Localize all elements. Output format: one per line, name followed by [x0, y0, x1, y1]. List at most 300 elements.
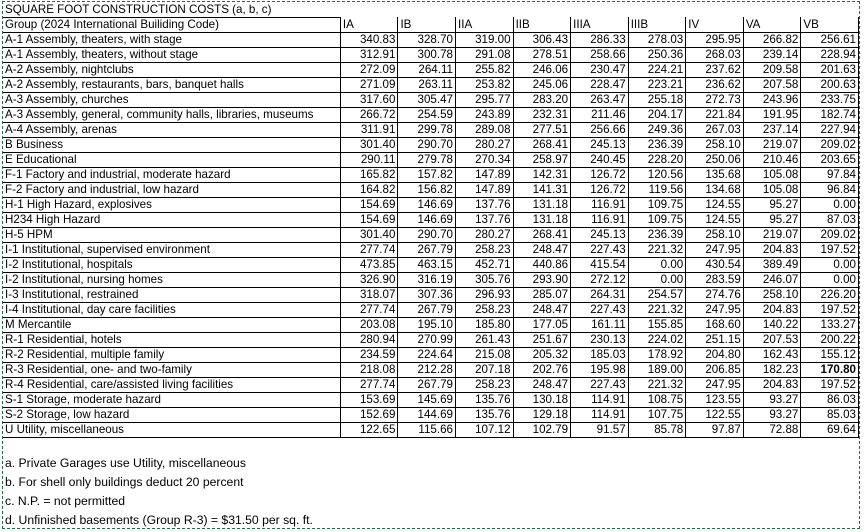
- cost-cell[interactable]: 316.19: [398, 272, 456, 287]
- cost-cell[interactable]: 318.07: [340, 287, 398, 302]
- cost-cell[interactable]: 105.08: [743, 182, 801, 197]
- row-group-label[interactable]: A-1 Assembly, theaters, without stage: [3, 47, 340, 62]
- cost-cell[interactable]: 105.08: [743, 167, 801, 182]
- cost-cell[interactable]: 236.39: [628, 137, 686, 152]
- cost-cell[interactable]: 230.13: [571, 332, 629, 347]
- cost-cell[interactable]: 261.43: [456, 332, 514, 347]
- cost-cell[interactable]: 165.82: [340, 167, 398, 182]
- cost-cell[interactable]: 254.59: [398, 107, 456, 122]
- cost-cell[interactable]: 131.18: [513, 197, 571, 212]
- row-group-label[interactable]: A-2 Assembly, nightclubs: [3, 62, 340, 77]
- cost-cell[interactable]: 207.58: [743, 77, 801, 92]
- row-group-label[interactable]: A-1 Assembly, theaters, with stage: [3, 32, 340, 47]
- cost-cell[interactable]: 227.43: [571, 377, 629, 392]
- cost-cell[interactable]: 290.70: [398, 137, 456, 152]
- cost-cell[interactable]: 280.27: [456, 227, 514, 242]
- cost-cell[interactable]: 221.84: [686, 107, 744, 122]
- cost-cell[interactable]: 311.91: [340, 122, 398, 137]
- cost-cell[interactable]: 212.28: [398, 362, 456, 377]
- cost-cell[interactable]: 155.12: [801, 347, 859, 362]
- cost-cell[interactable]: 230.47: [571, 62, 629, 77]
- row-group-label[interactable]: I-3 Institutional, restrained: [3, 287, 340, 302]
- cost-cell[interactable]: 283.20: [513, 92, 571, 107]
- cost-cell[interactable]: 224.02: [628, 332, 686, 347]
- cost-cell[interactable]: 278.03: [628, 32, 686, 47]
- cost-cell[interactable]: 237.62: [686, 62, 744, 77]
- cost-cell[interactable]: 255.82: [456, 62, 514, 77]
- cost-cell[interactable]: 245.13: [571, 227, 629, 242]
- cost-cell[interactable]: 200.22: [801, 332, 859, 347]
- cost-cell[interactable]: 289.08: [456, 122, 514, 137]
- cost-cell[interactable]: 204.80: [686, 347, 744, 362]
- cost-cell[interactable]: 245.13: [571, 137, 629, 152]
- cost-cell[interactable]: 204.83: [743, 242, 801, 257]
- cost-cell[interactable]: 306.43: [513, 32, 571, 47]
- cost-cell[interactable]: 206.85: [686, 362, 744, 377]
- cost-cell[interactable]: 301.40: [340, 227, 398, 242]
- cost-cell[interactable]: 93.27: [743, 407, 801, 422]
- cost-cell[interactable]: 85.78: [628, 422, 686, 437]
- cost-cell[interactable]: 301.40: [340, 137, 398, 152]
- cost-cell[interactable]: 201.63: [801, 62, 859, 77]
- cost-cell[interactable]: 134.68: [686, 182, 744, 197]
- cost-cell[interactable]: 250.06: [686, 152, 744, 167]
- cost-cell[interactable]: 182.23: [743, 362, 801, 377]
- cost-cell[interactable]: 123.55: [686, 392, 744, 407]
- cost-cell[interactable]: 266.82: [743, 32, 801, 47]
- row-group-label[interactable]: A-4 Assembly, arenas: [3, 122, 340, 137]
- cost-cell[interactable]: 277.74: [340, 377, 398, 392]
- cost-cell[interactable]: 152.69: [340, 407, 398, 422]
- table-row: [3, 302, 859, 317]
- cost-cell[interactable]: 108.75: [628, 392, 686, 407]
- cost-cell[interactable]: 258.10: [743, 287, 801, 302]
- table-row: [3, 167, 859, 182]
- cost-cell[interactable]: 227.43: [571, 302, 629, 317]
- cost-cell[interactable]: 296.93: [456, 287, 514, 302]
- cost-cell[interactable]: 115.66: [398, 422, 456, 437]
- cost-cell[interactable]: 264.31: [571, 287, 629, 302]
- cost-cell[interactable]: 328.70: [398, 32, 456, 47]
- cost-cell[interactable]: 232.31: [513, 107, 571, 122]
- cost-cell[interactable]: 96.84: [801, 182, 859, 197]
- header-col-iiia[interactable]: IIIA: [571, 17, 629, 32]
- header-col-iv[interactable]: IV: [686, 17, 744, 32]
- table-title[interactable]: SQUARE FOOT CONSTRUCTION COSTS (a, b, c): [3, 2, 340, 17]
- row-group-label[interactable]: F-2 Factory and industrial, low hazard: [3, 182, 340, 197]
- cost-cell[interactable]: 245.06: [513, 77, 571, 92]
- cost-cell[interactable]: 267.79: [398, 302, 456, 317]
- cost-cell[interactable]: 141.31: [513, 182, 571, 197]
- cost-cell[interactable]: 250.36: [628, 47, 686, 62]
- cost-cell[interactable]: 146.69: [398, 212, 456, 227]
- cost-cell[interactable]: 255.18: [628, 92, 686, 107]
- cost-cell[interactable]: 266.72: [340, 107, 398, 122]
- cost-cell[interactable]: 131.18: [513, 212, 571, 227]
- cost-cell[interactable]: 258.97: [513, 152, 571, 167]
- cost-cell[interactable]: 249.36: [628, 122, 686, 137]
- cost-cell[interactable]: 200.63: [801, 77, 859, 92]
- row-group-label[interactable]: S-2 Storage, low hazard: [3, 407, 340, 422]
- cost-cell[interactable]: 267.79: [398, 377, 456, 392]
- cost-cell[interactable]: 197.52: [801, 377, 859, 392]
- header-col-ib[interactable]: IB: [398, 17, 456, 32]
- cost-cell[interactable]: 248.47: [513, 377, 571, 392]
- cost-cell[interactable]: 154.69: [340, 212, 398, 227]
- cost-cell[interactable]: 207.53: [743, 332, 801, 347]
- cost-cell[interactable]: 135.76: [456, 407, 514, 422]
- cost-cell[interactable]: 285.07: [513, 287, 571, 302]
- row-group-label[interactable]: I-2 Institutional, nursing homes: [3, 272, 340, 287]
- cost-cell[interactable]: 258.23: [456, 377, 514, 392]
- cost-cell[interactable]: 237.14: [743, 122, 801, 137]
- cost-cell[interactable]: 271.09: [340, 77, 398, 92]
- cost-cell[interactable]: 247.95: [686, 302, 744, 317]
- table-row: [3, 242, 859, 257]
- row-group-label[interactable]: A-2 Assembly, restaurants, bars, banquet halls: [3, 77, 340, 92]
- row-group-label[interactable]: I-4 Institutional, day care facilities: [3, 302, 340, 317]
- cost-cell[interactable]: 178.92: [628, 347, 686, 362]
- header-col-iiib[interactable]: IIIB: [628, 17, 686, 32]
- row-group-label[interactable]: R-3 Residential, one- and two-family: [3, 362, 340, 377]
- row-group-label[interactable]: A-3 Assembly, general, community halls, libraries, museums: [3, 107, 340, 122]
- cost-cell[interactable]: 170.80: [801, 362, 859, 377]
- cost-cell[interactable]: 267.03: [686, 122, 744, 137]
- cost-cell[interactable]: 107.75: [628, 407, 686, 422]
- cost-table: [3, 2, 859, 438]
- cost-cell[interactable]: 153.69: [340, 392, 398, 407]
- cost-cell[interactable]: 0.00: [801, 257, 859, 272]
- cost-cell[interactable]: 277.74: [340, 242, 398, 257]
- row-group-label[interactable]: F-1 Factory and industrial, moderate hazard: [3, 167, 340, 182]
- cost-cell[interactable]: 161.11: [571, 317, 629, 332]
- cost-cell[interactable]: 156.82: [398, 182, 456, 197]
- cost-cell[interactable]: 326.90: [340, 272, 398, 287]
- cost-cell[interactable]: 126.72: [571, 167, 629, 182]
- row-group-label[interactable]: R-2 Residential, multiple family: [3, 347, 340, 362]
- header-group[interactable]: Group (2024 International Builiding Code): [3, 17, 340, 32]
- cost-cell[interactable]: 295.95: [686, 32, 744, 47]
- cost-cell[interactable]: 246.06: [513, 62, 571, 77]
- cost-cell[interactable]: 272.12: [571, 272, 629, 287]
- cost-cell[interactable]: 274.76: [686, 287, 744, 302]
- cost-cell[interactable]: 258.10: [686, 137, 744, 152]
- cost-cell[interactable]: 234.59: [340, 347, 398, 362]
- row-group-label[interactable]: R-4 Residential, care/assisted living facilities: [3, 377, 340, 392]
- cost-cell[interactable]: 243.89: [456, 107, 514, 122]
- table-row: [3, 287, 859, 302]
- cost-cell[interactable]: 223.21: [628, 77, 686, 92]
- cost-cell[interactable]: 243.96: [743, 92, 801, 107]
- cost-cell[interactable]: 293.90: [513, 272, 571, 287]
- cost-cell[interactable]: 256.61: [801, 32, 859, 47]
- cost-cell[interactable]: 129.18: [513, 407, 571, 422]
- row-group-label[interactable]: U Utility, miscellaneous: [3, 422, 340, 437]
- cost-cell[interactable]: 137.76: [456, 212, 514, 227]
- cost-cell[interactable]: 305.76: [456, 272, 514, 287]
- cost-cell[interactable]: 144.69: [398, 407, 456, 422]
- row-group-label[interactable]: H234 High Hazard: [3, 212, 340, 227]
- cost-cell[interactable]: 195.10: [398, 317, 456, 332]
- cost-cell[interactable]: 203.08: [340, 317, 398, 332]
- cost-cell[interactable]: 221.32: [628, 302, 686, 317]
- cost-cell[interactable]: 283.59: [686, 272, 744, 287]
- cost-cell[interactable]: 280.94: [340, 332, 398, 347]
- cost-cell[interactable]: 91.57: [571, 422, 629, 437]
- header-row: [3, 17, 859, 32]
- cost-cell[interactable]: 116.91: [571, 197, 629, 212]
- cost-cell[interactable]: 389.49: [743, 257, 801, 272]
- cost-cell[interactable]: 268.41: [513, 137, 571, 152]
- cost-cell[interactable]: 157.82: [398, 167, 456, 182]
- cost-cell[interactable]: 102.79: [513, 422, 571, 437]
- cost-cell[interactable]: 268.41: [513, 227, 571, 242]
- cost-cell[interactable]: 114.91: [571, 392, 629, 407]
- cost-cell[interactable]: 254.57: [628, 287, 686, 302]
- cost-cell[interactable]: 202.76: [513, 362, 571, 377]
- cost-cell[interactable]: 135.68: [686, 167, 744, 182]
- cost-cell[interactable]: 246.07: [743, 272, 801, 287]
- cost-cell[interactable]: 258.23: [456, 242, 514, 257]
- cost-cell[interactable]: 0.00: [628, 272, 686, 287]
- cost-cell[interactable]: 227.43: [571, 242, 629, 257]
- row-group-label[interactable]: B Business: [3, 137, 340, 152]
- table-row: [3, 377, 859, 392]
- cost-cell[interactable]: 247.95: [686, 377, 744, 392]
- cost-cell[interactable]: 263.11: [398, 77, 456, 92]
- header-col-ia[interactable]: IA: [340, 17, 398, 32]
- table-row: [3, 197, 859, 212]
- cost-cell[interactable]: 300.78: [398, 47, 456, 62]
- cost-cell[interactable]: 340.83: [340, 32, 398, 47]
- row-group-label[interactable]: H-1 High Hazard, explosives: [3, 197, 340, 212]
- cost-cell[interactable]: 215.08: [456, 347, 514, 362]
- cost-cell[interactable]: 290.70: [398, 227, 456, 242]
- cost-cell[interactable]: 122.55: [686, 407, 744, 422]
- cost-cell[interactable]: 72.88: [743, 422, 801, 437]
- cost-cell[interactable]: 305.47: [398, 92, 456, 107]
- header-col-iia[interactable]: IIA: [456, 17, 514, 32]
- cost-cell[interactable]: 224.64: [398, 347, 456, 362]
- cost-cell[interactable]: 224.21: [628, 62, 686, 77]
- footnotes: [3, 454, 859, 530]
- cost-cell[interactable]: 97.87: [686, 422, 744, 437]
- cost-cell[interactable]: 291.08: [456, 47, 514, 62]
- cost-cell[interactable]: 258.66: [571, 47, 629, 62]
- header-col-iib[interactable]: IIB: [513, 17, 571, 32]
- footnote[interactable]: c. N.P. = not permitted: [5, 494, 126, 508]
- cost-cell[interactable]: 219.07: [743, 227, 801, 242]
- cost-cell[interactable]: 147.89: [456, 167, 514, 182]
- cost-cell[interactable]: 162.43: [743, 347, 801, 362]
- cost-cell[interactable]: 253.82: [456, 77, 514, 92]
- cost-cell[interactable]: 299.78: [398, 122, 456, 137]
- cost-cell[interactable]: 95.27: [743, 212, 801, 227]
- cost-cell[interactable]: 430.54: [686, 257, 744, 272]
- cost-cell[interactable]: 263.47: [571, 92, 629, 107]
- cost-cell[interactable]: 122.65: [340, 422, 398, 437]
- cost-cell[interactable]: 145.69: [398, 392, 456, 407]
- cost-cell[interactable]: 319.00: [456, 32, 514, 47]
- cost-cell[interactable]: 154.69: [340, 197, 398, 212]
- cost-cell[interactable]: 233.75: [801, 92, 859, 107]
- cost-cell[interactable]: 95.27: [743, 197, 801, 212]
- footnote[interactable]: b. For shell only buildings deduct 20 percent: [5, 475, 244, 489]
- cost-cell[interactable]: 228.94: [801, 47, 859, 62]
- cost-cell[interactable]: 205.32: [513, 347, 571, 362]
- row-group-label[interactable]: R-1 Residential, hotels: [3, 332, 340, 347]
- footnote[interactable]: d. Unfinished basements (Group R-3) = $31.50 per sq. ft.: [5, 513, 313, 527]
- cost-cell[interactable]: 177.05: [513, 317, 571, 332]
- cost-cell[interactable]: 146.69: [398, 197, 456, 212]
- cost-cell[interactable]: 240.45: [571, 152, 629, 167]
- cost-cell[interactable]: 440.86: [513, 257, 571, 272]
- cost-cell[interactable]: 277.74: [340, 302, 398, 317]
- cost-cell[interactable]: 182.74: [801, 107, 859, 122]
- cost-cell[interactable]: 228.20: [628, 152, 686, 167]
- cost-cell[interactable]: 109.75: [628, 197, 686, 212]
- cost-cell[interactable]: 270.34: [456, 152, 514, 167]
- cost-cell[interactable]: 189.00: [628, 362, 686, 377]
- cost-cell[interactable]: 191.95: [743, 107, 801, 122]
- row-group-label[interactable]: I-2 Institutional, hospitals: [3, 257, 340, 272]
- cost-cell[interactable]: 85.03: [801, 407, 859, 422]
- cost-cell[interactable]: 270.99: [398, 332, 456, 347]
- cost-cell[interactable]: 268.03: [686, 47, 744, 62]
- cost-cell[interactable]: 168.60: [686, 317, 744, 332]
- cost-cell[interactable]: 204.17: [628, 107, 686, 122]
- cost-cell[interactable]: 307.36: [398, 287, 456, 302]
- table-row: [3, 62, 859, 77]
- cost-cell[interactable]: 130.18: [513, 392, 571, 407]
- cost-cell[interactable]: 185.03: [571, 347, 629, 362]
- cost-cell[interactable]: 86.03: [801, 392, 859, 407]
- cost-cell[interactable]: 239.14: [743, 47, 801, 62]
- header-col-va[interactable]: VA: [743, 17, 801, 32]
- cost-cell[interactable]: 267.79: [398, 242, 456, 257]
- row-group-label[interactable]: S-1 Storage, moderate hazard: [3, 392, 340, 407]
- cost-cell[interactable]: 473.85: [340, 257, 398, 272]
- cost-cell[interactable]: 204.83: [743, 302, 801, 317]
- cost-cell[interactable]: 317.60: [340, 92, 398, 107]
- table-row: [3, 32, 859, 47]
- cost-cell[interactable]: 142.31: [513, 167, 571, 182]
- table-row: [3, 407, 859, 422]
- cost-cell[interactable]: 272.73: [686, 92, 744, 107]
- cost-cell[interactable]: 197.52: [801, 242, 859, 257]
- cost-cell[interactable]: 452.71: [456, 257, 514, 272]
- cost-cell[interactable]: 0.00: [801, 197, 859, 212]
- cost-cell[interactable]: 185.80: [456, 317, 514, 332]
- cost-cell[interactable]: 236.39: [628, 227, 686, 242]
- cost-cell[interactable]: 290.11: [340, 152, 398, 167]
- cost-cell[interactable]: 280.27: [456, 137, 514, 152]
- cost-cell[interactable]: 114.91: [571, 407, 629, 422]
- cost-cell[interactable]: 209.02: [801, 227, 859, 242]
- cost-cell[interactable]: 221.32: [628, 377, 686, 392]
- cost-cell[interactable]: 116.91: [571, 212, 629, 227]
- table-row: [3, 92, 859, 107]
- cost-cell[interactable]: 415.54: [571, 257, 629, 272]
- cost-cell[interactable]: 93.27: [743, 392, 801, 407]
- cost-cell[interactable]: 109.75: [628, 212, 686, 227]
- cost-cell[interactable]: 221.32: [628, 242, 686, 257]
- cost-cell[interactable]: 210.46: [743, 152, 801, 167]
- cost-cell[interactable]: 218.08: [340, 362, 398, 377]
- footnote[interactable]: a. Private Garages use Utility, miscellaneous: [5, 456, 246, 470]
- cost-cell[interactable]: 312.91: [340, 47, 398, 62]
- cost-cell[interactable]: 195.98: [571, 362, 629, 377]
- cost-cell[interactable]: 119.56: [628, 182, 686, 197]
- cost-cell[interactable]: 211.46: [571, 107, 629, 122]
- cost-cell[interactable]: 135.76: [456, 392, 514, 407]
- cost-cell[interactable]: 251.67: [513, 332, 571, 347]
- cost-cell[interactable]: 228.47: [571, 77, 629, 92]
- row-group-label[interactable]: H-5 HPM: [3, 227, 340, 242]
- cost-cell[interactable]: 69.64: [801, 422, 859, 437]
- cost-cell[interactable]: 0.00: [628, 257, 686, 272]
- cost-cell[interactable]: 197.52: [801, 302, 859, 317]
- cost-cell[interactable]: 209.58: [743, 62, 801, 77]
- cost-cell[interactable]: 247.95: [686, 242, 744, 257]
- row-group-label[interactable]: M Mercantile: [3, 317, 340, 332]
- cost-cell[interactable]: 236.62: [686, 77, 744, 92]
- cost-cell[interactable]: 277.51: [513, 122, 571, 137]
- cost-cell[interactable]: 140.22: [743, 317, 801, 332]
- table-row: [3, 152, 859, 167]
- cost-cell[interactable]: 207.18: [456, 362, 514, 377]
- row-group-label[interactable]: A-3 Assembly, churches: [3, 92, 340, 107]
- cost-cell[interactable]: 124.55: [686, 197, 744, 212]
- cost-cell[interactable]: 203.65: [801, 152, 859, 167]
- cost-cell[interactable]: 133.27: [801, 317, 859, 332]
- cost-cell[interactable]: 279.78: [398, 152, 456, 167]
- cost-cell[interactable]: 227.94: [801, 122, 859, 137]
- row-group-label[interactable]: I-1 Institutional, supervised environment: [3, 242, 340, 257]
- cost-cell[interactable]: 251.15: [686, 332, 744, 347]
- cost-cell[interactable]: 155.85: [628, 317, 686, 332]
- row-group-label[interactable]: E Educational: [3, 152, 340, 167]
- cost-cell[interactable]: 87.03: [801, 212, 859, 227]
- cost-cell[interactable]: 0.00: [801, 272, 859, 287]
- table-row: [3, 122, 859, 137]
- cost-cell[interactable]: 219.07: [743, 137, 801, 152]
- cost-cell[interactable]: 226.20: [801, 287, 859, 302]
- cost-cell[interactable]: 258.23: [456, 302, 514, 317]
- cost-cell[interactable]: 264.11: [398, 62, 456, 77]
- cost-cell[interactable]: 147.89: [456, 182, 514, 197]
- header-col-vb[interactable]: VB: [801, 17, 859, 32]
- cost-cell[interactable]: 258.10: [686, 227, 744, 242]
- cost-cell[interactable]: 295.77: [456, 92, 514, 107]
- cost-cell[interactable]: 463.15: [398, 257, 456, 272]
- cost-cell[interactable]: 164.82: [340, 182, 398, 197]
- cost-cell[interactable]: 248.47: [513, 302, 571, 317]
- cost-cell[interactable]: 124.55: [686, 212, 744, 227]
- cost-cell[interactable]: 209.02: [801, 137, 859, 152]
- cost-cell[interactable]: 120.56: [628, 167, 686, 182]
- cost-cell[interactable]: 278.51: [513, 47, 571, 62]
- cost-cell[interactable]: 126.72: [571, 182, 629, 197]
- cost-cell[interactable]: 286.33: [571, 32, 629, 47]
- cost-cell[interactable]: 107.12: [456, 422, 514, 437]
- cost-cell[interactable]: 204.83: [743, 377, 801, 392]
- cost-cell[interactable]: 272.09: [340, 62, 398, 77]
- cost-cell[interactable]: 256.66: [571, 122, 629, 137]
- cost-cell[interactable]: 248.47: [513, 242, 571, 257]
- cost-cell[interactable]: 97.84: [801, 167, 859, 182]
- cost-cell[interactable]: 137.76: [456, 197, 514, 212]
